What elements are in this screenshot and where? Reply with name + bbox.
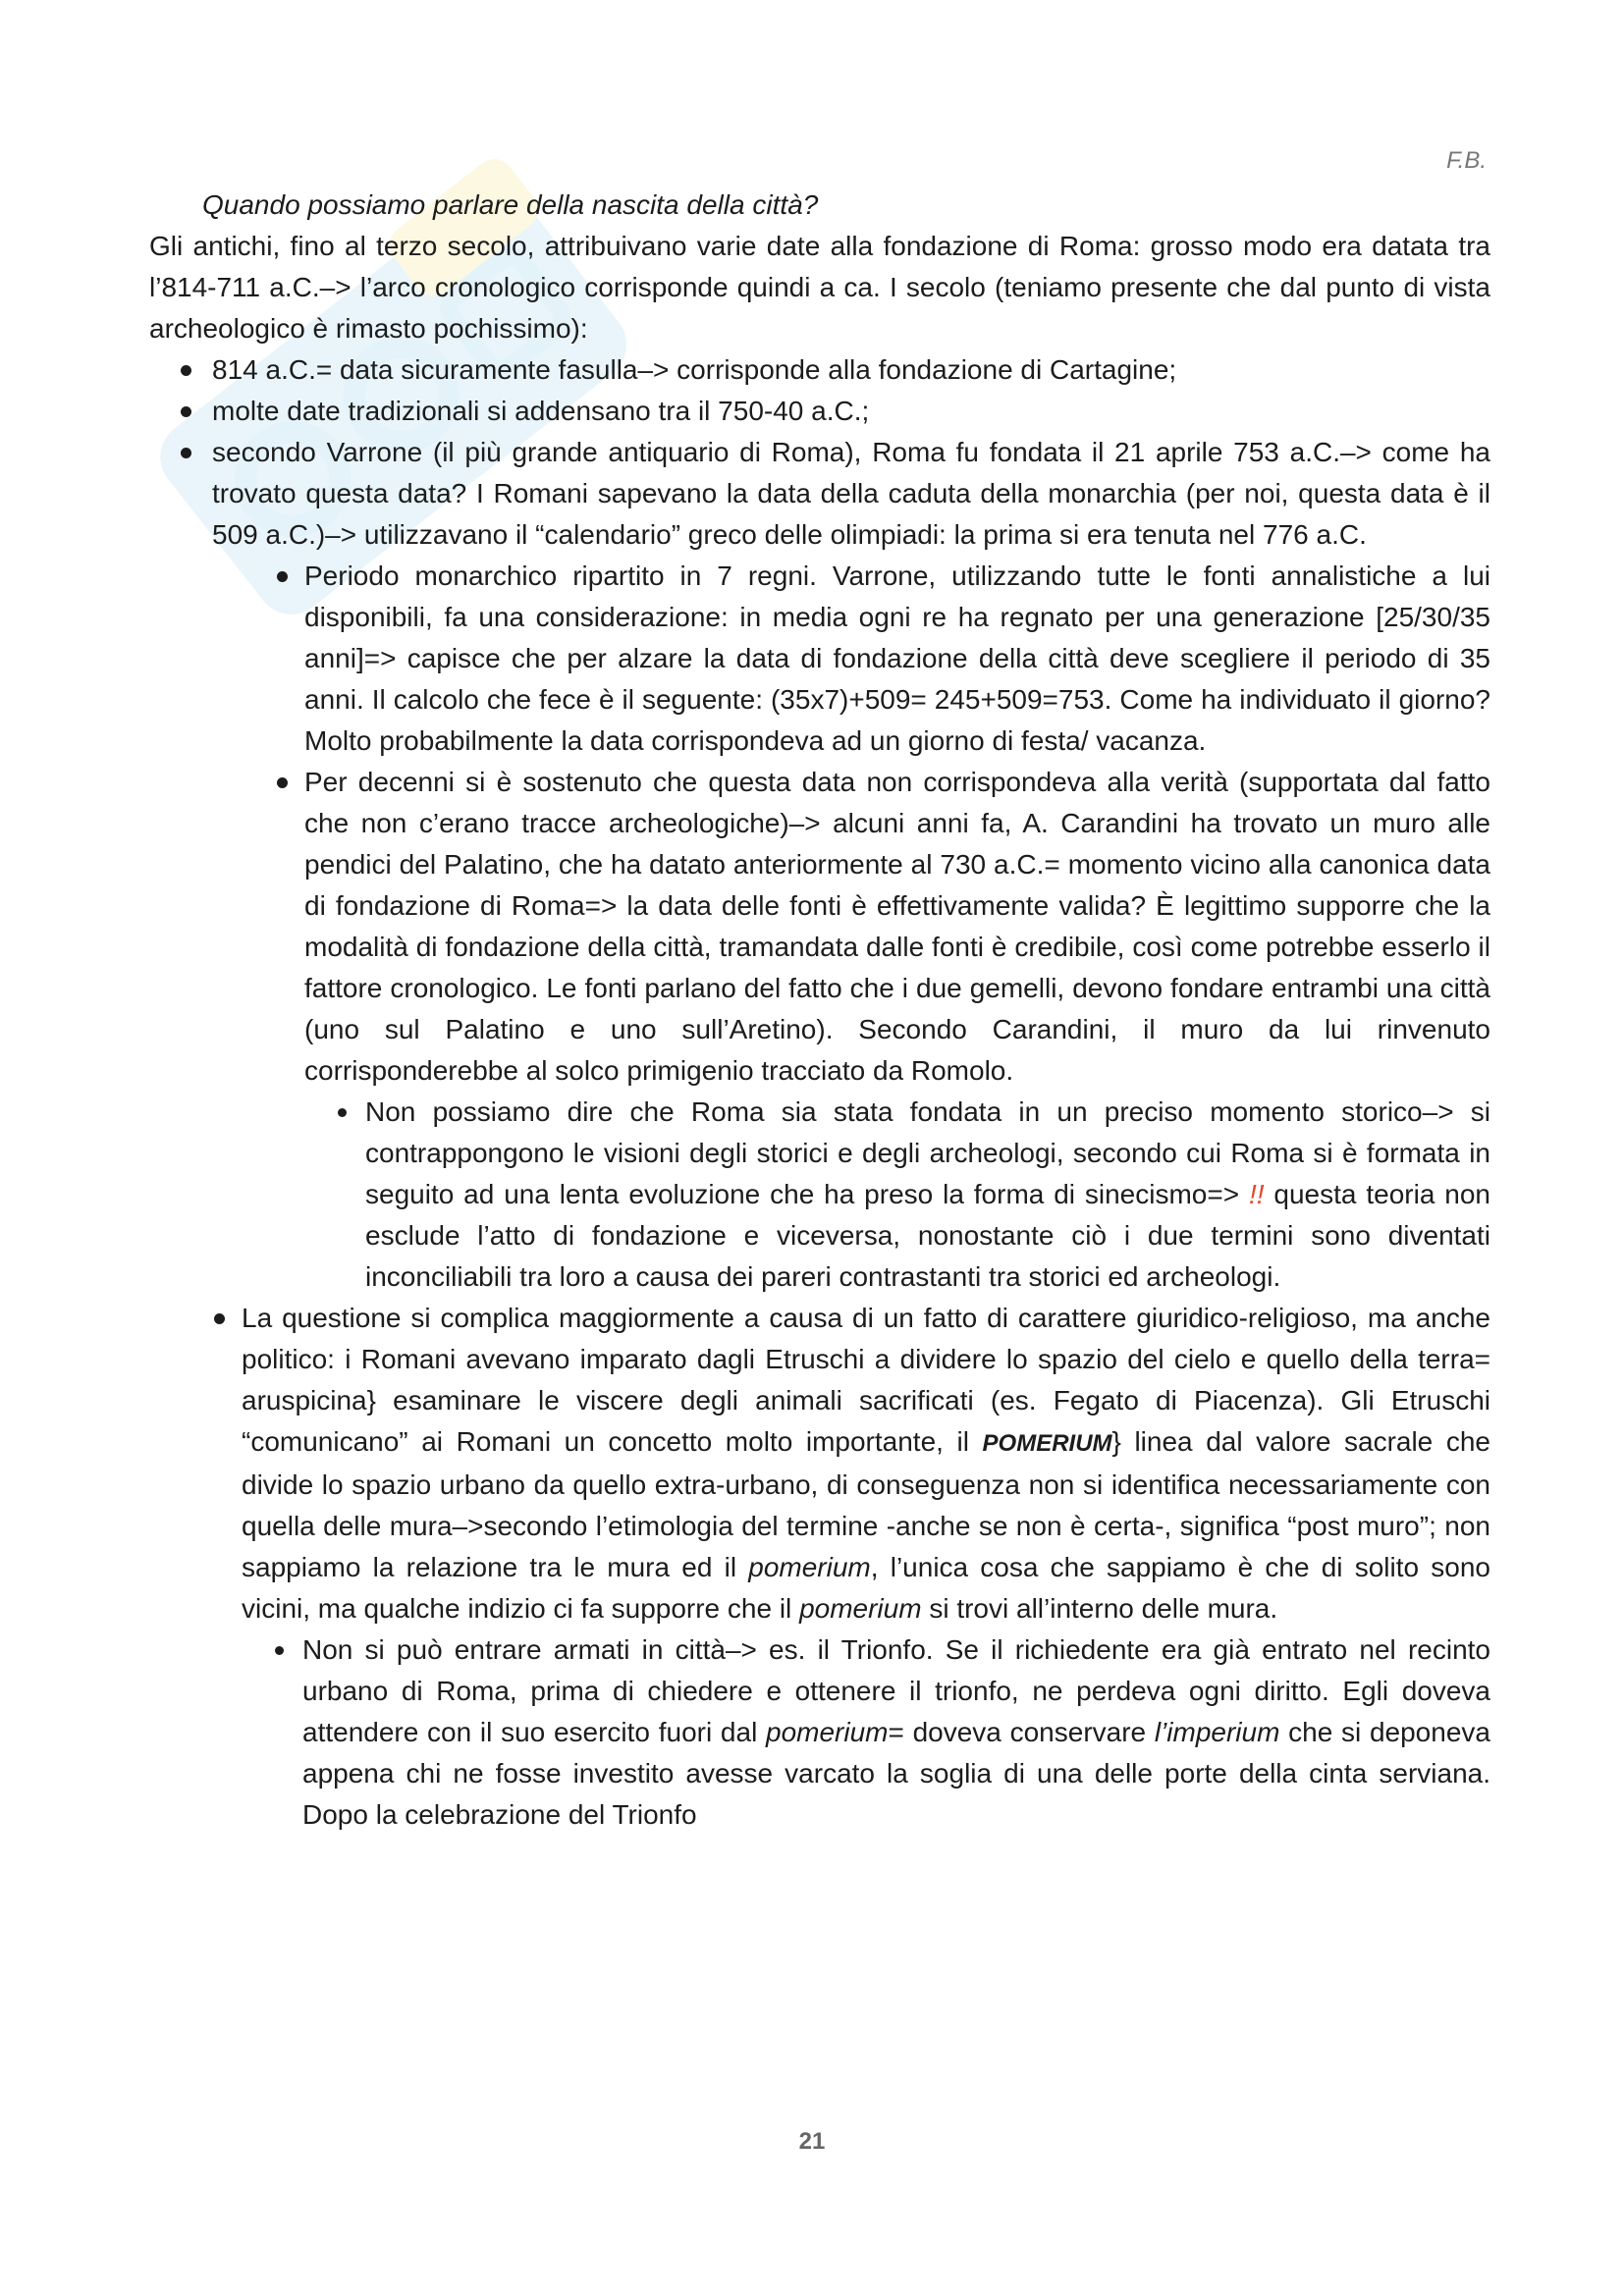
text-run: Non si può entrare armati in città–> es. il Trionfo. Se il richiedente era già entrato nel recinto urbano di Roma, prima di chiedere e ottenere il trionfo, ne perdeva ogni diritto. Egli doveva attendere con il suo esercito fuori dal bbox=[302, 1634, 1490, 1747]
pomerium-list bbox=[212, 1298, 1490, 1836]
italic-term: l’imperium bbox=[1154, 1717, 1280, 1747]
text-run: = doveva conservare bbox=[888, 1717, 1155, 1747]
carandini-sublist bbox=[334, 1092, 1490, 1298]
page-author: F.B. bbox=[1446, 147, 1487, 174]
text-run: questa teoria non esclude l’atto di fondazione e viceversa, nonostante ciò i due termini sono diventati inconciliabili tra loro a causa dei pareri contrastanti tra storici ed archeologi. bbox=[365, 1179, 1490, 1292]
section-heading: Quando possiamo parlare della nascita della città? bbox=[202, 189, 819, 220]
date-list bbox=[149, 349, 1490, 1298]
triumph-sublist bbox=[271, 1629, 1490, 1836]
list-item: molte date tradizionali si addensano tra il 750-40 a.C.; bbox=[149, 391, 1490, 432]
intro-paragraph: Gli antichi, fino al terzo secolo, attribuivano varie date alla fondazione di Roma: grosso modo era datata tra l’814-711 a.C.–> l’arco cronologico corrisponde quindi a ca. I secolo (teniamo presente che dal punto di vista archeologico è rimasto pochissimo): bbox=[149, 231, 1490, 344]
italic-term: pomerium bbox=[748, 1552, 871, 1582]
list-item bbox=[275, 762, 1490, 1298]
text-run: } linea dal valore sacrale che divide lo spazio urbano da quello extra-urbano, di conseguenza non si identifica necessariamente con quella delle mura–>secondo l’etimologia del termine -anche se non è certa-, significa “post muro”; non sappiamo la relazione tra le mura ed il bbox=[242, 1426, 1490, 1582]
list-item bbox=[271, 1629, 1490, 1836]
text-run: si trovi all’interno delle mura. bbox=[921, 1593, 1278, 1624]
list-item: 814 a.C.= data sicuramente fasulla–> corrisponde alla fondazione di Cartagine; bbox=[149, 349, 1490, 391]
list-item bbox=[334, 1092, 1490, 1298]
text-run: che si deponeva appena chi ne fosse investito avesse varcato la soglia di una delle porte della cinta serviana. Dopo la celebrazione del Trionfo bbox=[302, 1717, 1490, 1830]
text-run: , l’unica cosa che sappiamo è che di solito sono vicini, ma qualche indizio ci fa supporre che il bbox=[242, 1552, 1490, 1624]
pomerium-term: POMERIUM bbox=[982, 1430, 1112, 1457]
list-item bbox=[149, 432, 1490, 1298]
list-item-text: secondo Varrone (il più grande antiquario di Roma), Roma fu fondata il 21 aprile 753 a.C.–> come ha trovato questa data? I Romani sapevano la data della caduta della monarchia (per noi, questa data è il 509 a.C.)–> utilizzavano il “calendario” greco delle olimpiadi: la prima si era tenuta nel 776 a.C. bbox=[212, 437, 1490, 550]
list-item: Periodo monarchico ripartito in 7 regni. Varrone, utilizzando tutte le fonti annalistiche a lui disponibili, fa una considerazione: in media ogni re ha regnato per una generazione [25/30/35 anni]=> capisce che per alzare la data di fondazione della città deve scegliere il periodo di 35 anni. Il calcolo che fece è il seguente: (35x7)+509= 245+509=753. Come ha individuato il giorno? Molto probabilmente la data corrispondeva ad un giorno di festa/ vacanza. bbox=[275, 556, 1490, 762]
list-item-text: Per decenni si è sostenuto che questa data non corrispondeva alla verità (supportata dal fatto che non c’erano tracce archeologiche)–> alcuni anni fa, A. Carandini ha trovato un muro alle pendici del Palatino, che ha datato anteriormente al 730 a.C.= momento vicino alla canonica data di fondazione di Roma=> la data delle fonti è effettivamente valida? È legittimo supporre che la modalità di fondazione della città, tramandata dalle fonti è credibile, così come potrebbe esserlo il fattore cronologico. Le fonti parlano del fatto che i due gemelli, devono fondare entrambi una città (uno sul Palatino e uno sull’Aretino). Secondo Carandini, il muro da lui rinvenuto corrisponderebbe al solco primigenio tracciato da Romolo. bbox=[304, 767, 1490, 1086]
varrone-sublist bbox=[275, 556, 1490, 1298]
text-run: Non possiamo dire che Roma sia stata fondata in un preciso momento storico–> si contrappongono le visioni degli storici e degli archeologi, secondo cui Roma si è formata in seguito ad una lenta evoluzione che ha preso la forma di sinecismo=> bbox=[365, 1096, 1490, 1209]
italic-term: pomerium bbox=[766, 1717, 889, 1747]
italic-term: pomerium bbox=[799, 1593, 922, 1624]
text-run: La questione si complica maggiormente a causa di un fatto di carattere giuridico-religioso, ma anche politico: i Romani avevano imparato dagli Etruschi a dividere lo spazio del cielo e quello della terra= aruspicina} esaminare le viscere degli animali sacrificati (es. Fegato di Piacenza). Gli Etruschi “comunicano” ai Romani un concetto molto importante, il bbox=[242, 1303, 1490, 1457]
list-item bbox=[212, 1298, 1490, 1836]
page-number: 21 bbox=[798, 2128, 826, 2155]
page-content bbox=[149, 185, 1490, 1836]
alert-marker: !! bbox=[1248, 1179, 1265, 1209]
